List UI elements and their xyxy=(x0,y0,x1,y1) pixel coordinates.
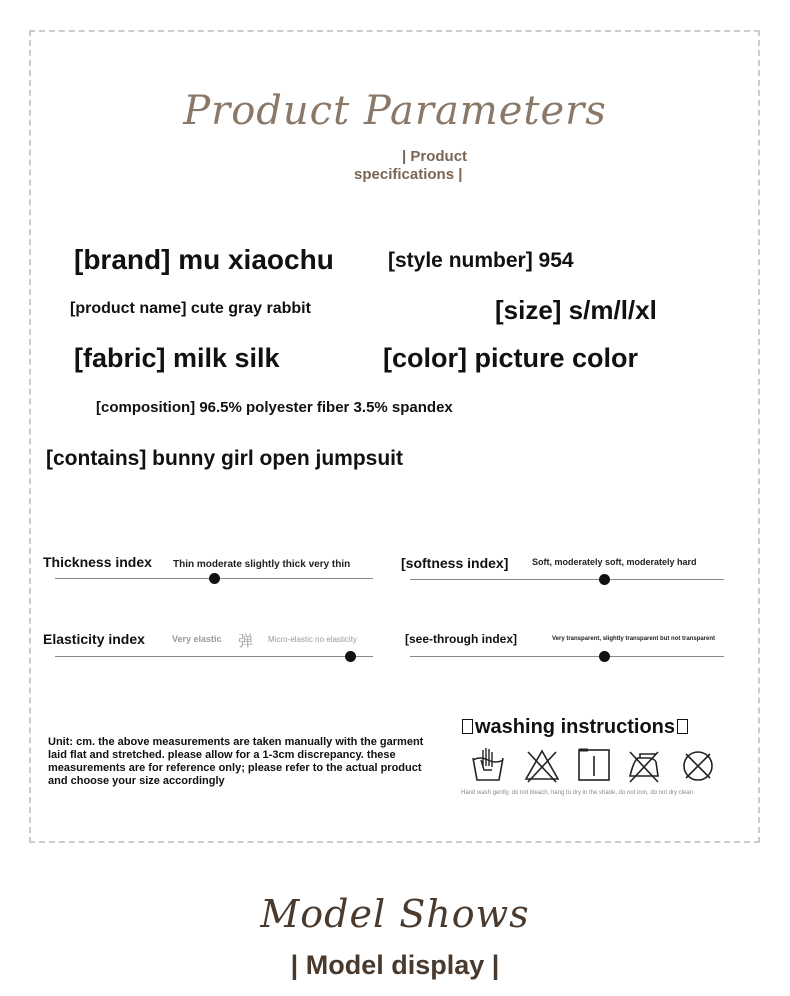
no-bleach-icon xyxy=(524,746,560,784)
composition-param: [composition] 96.5% polyester fiber 3.5% spandex xyxy=(96,399,453,416)
bracket-left-icon xyxy=(462,719,473,734)
hand-wash-icon xyxy=(470,746,506,784)
brand-param: [brand] mu xiaochu xyxy=(74,244,334,275)
color-param: [color] picture color xyxy=(383,343,639,373)
no-iron-icon xyxy=(626,746,662,784)
washing-icons xyxy=(470,746,720,786)
elasticity-track xyxy=(55,656,373,657)
hang-dry-shade-icon xyxy=(576,746,612,784)
thickness-index-label: Thickness index xyxy=(43,554,152,570)
see-through-track xyxy=(410,656,724,657)
bracket-right-icon xyxy=(677,719,688,734)
elasticity-scale-left: Very elastic xyxy=(172,634,222,644)
subtitle-line-1: | Product xyxy=(402,148,468,165)
thickness-scale: Thin moderate slightly thick very thin xyxy=(173,559,351,570)
softness-index-label: [softness index] xyxy=(401,555,509,571)
contains-param: [contains] bunny girl open jumpsuit xyxy=(46,447,403,470)
size-param: [size] s/m/l/xl xyxy=(495,295,657,325)
washing-caption: Hand wash gently, do not bleach, hang to dry in the shade, do not iron, do not dry clean xyxy=(461,790,694,796)
fabric-param: [fabric] milk silk xyxy=(74,343,280,373)
see-through-index-label: [see-through index] xyxy=(405,632,518,646)
softness-scale: Soft, moderately soft, moderately hard xyxy=(532,557,697,567)
washing-instructions-title xyxy=(462,716,688,739)
see-through-scale: Very transparent, slightly transparent but not transparent xyxy=(552,636,716,642)
elasticity-index-label: Elasticity index xyxy=(43,631,145,647)
washing-title-text: washing instructions xyxy=(475,716,676,738)
model-display-subtitle: | Model display | xyxy=(290,950,500,980)
measurement-note: Unit: cm. the above measurements are taken manually with the garment laid flat and stretched. please allow for a 1-3cm discrepancy. these measurements are for reference only; please refer to the actual product and choose your size accordingly xyxy=(48,736,424,787)
elasticity-scale-right: Micro-elastic no elasticity xyxy=(268,635,357,644)
product-parameters-title: Product Parameters xyxy=(183,88,607,134)
thickness-marker xyxy=(209,573,220,584)
model-shows-title: Model Shows xyxy=(260,892,530,936)
product-name-param: [product name] cute gray rabbit xyxy=(70,300,311,317)
elasticity-scale-mid: 弹 xyxy=(238,632,254,650)
style-number-param: [style number] 954 xyxy=(388,249,574,272)
no-dry-clean-icon xyxy=(680,746,716,784)
subtitle-line-2: specifications | xyxy=(354,166,463,183)
product-specifications-subtitle xyxy=(354,148,467,184)
softness-track xyxy=(410,579,724,580)
